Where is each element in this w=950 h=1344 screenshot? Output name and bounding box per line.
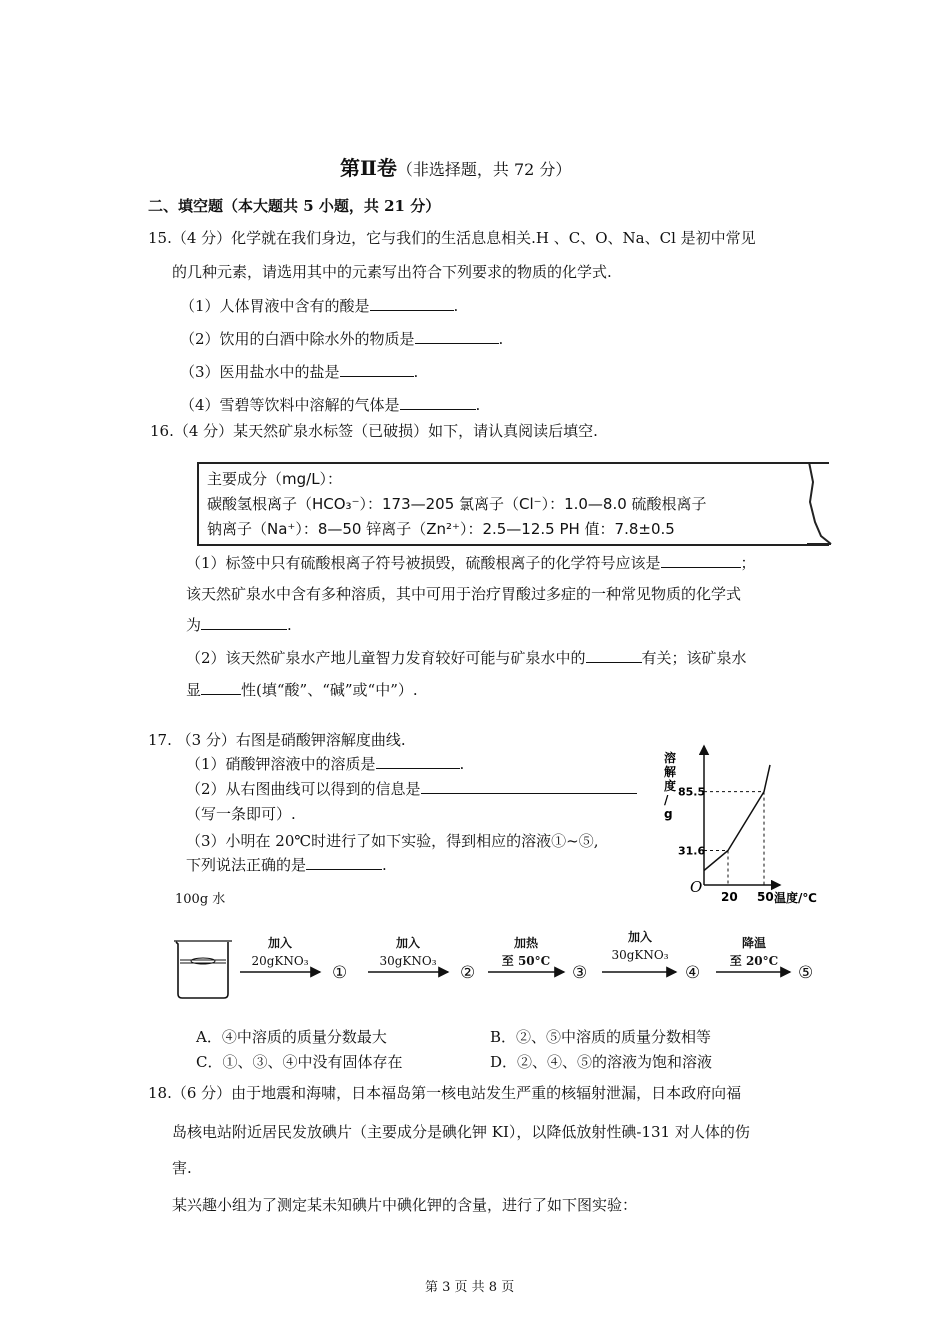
q16-p1c-end: .: [287, 616, 292, 634]
section-title: [340, 152, 571, 181]
q16-answer-blank-1[interactable]: [661, 553, 741, 568]
origin-label: O: [690, 878, 703, 896]
q18-stem-line1: 18.（6 分）由于地震和海啸，日本福岛第一核电站发生严重的核辐射泄漏，日本政府向福: [148, 1084, 742, 1102]
q17-p3b: [186, 855, 387, 875]
q16-p1a-end: ；: [740, 554, 756, 572]
y-label-char-3: 度: [664, 779, 677, 793]
q16-stem: 16.（4 分）某天然矿泉水标签（已破损）如下，请认真阅读后填空.: [150, 422, 598, 440]
q16-p1b: 该天然矿泉水中含有多种溶质，其中可用于治疗胃酸过多症的一种常见物质的化学式: [186, 585, 742, 603]
y-label-char-1: 溶: [664, 751, 677, 765]
y-label-char-4: /: [664, 793, 669, 807]
q17-p3b-end: .: [382, 856, 387, 874]
x-tick-50: 50: [757, 890, 774, 904]
q17-p1-text: （1）硝酸钾溶液中的溶质是: [186, 755, 376, 773]
solution-4: ④: [685, 963, 701, 983]
solution-5: ⑤: [798, 963, 814, 983]
q15-item-1: [180, 296, 458, 316]
water-label-text: 100g 水: [175, 892, 226, 907]
q17-p1: [186, 754, 464, 774]
label-line-3: 钠离子（Na⁺）：8—50 锌离子（Zn²⁺）：2.5—12.5 PH 值：7.8±0.5: [207, 520, 675, 538]
q15-item-2: [180, 329, 503, 349]
q18-stem-line3: 害.: [172, 1159, 192, 1177]
q16-p2a-end: 有关；该矿泉水: [641, 649, 747, 667]
experiment-flow: [170, 930, 830, 1005]
q17-p2b: （写一条即可）.: [186, 805, 296, 823]
water-label: [175, 890, 225, 910]
part-heading: 二、填空题（本大题共 5 小题，共 21 分）: [148, 197, 441, 215]
solution-2: ②: [460, 963, 476, 983]
y-tick-31.6: 31.6: [678, 844, 706, 858]
q17-stem: 17. （3 分）右图是硝酸钾溶解度曲线.: [148, 731, 406, 749]
solution-3: ③: [572, 963, 588, 983]
step5-bottom: 至 20°C: [729, 954, 779, 968]
q16-answer-blank-2[interactable]: [201, 615, 287, 630]
step4-top: 加入: [627, 930, 652, 944]
q17-answer-blank-2[interactable]: [421, 779, 637, 794]
q15-item-3: [180, 362, 418, 382]
q15-answer-blank-3[interactable]: [340, 362, 414, 377]
y-tick-85.5: 85.5: [678, 785, 706, 799]
q16-p1c-text: 为: [186, 616, 202, 634]
y-label-char-2: 解: [664, 765, 677, 779]
q16-p2b: [186, 680, 418, 700]
x-tick-20: 20: [721, 890, 738, 904]
x-axis-label: 温度/℃: [774, 891, 817, 905]
q15-answer-blank-4[interactable]: [400, 395, 476, 410]
q16-p2b-text: 显: [186, 681, 202, 699]
q17-p2-text: （2）从右图曲线可以得到的信息是: [186, 780, 421, 798]
option-c[interactable]: C．①、③、④中没有固体存在: [196, 1053, 403, 1071]
q16-p2a-text: （2）该天然矿泉水产地儿童智力发育较好可能与矿泉水中的: [186, 649, 586, 667]
q15-item-3-end: .: [413, 363, 419, 381]
step2-bottom: 30gKNO₃: [379, 954, 437, 968]
solubility-curve: [704, 765, 770, 871]
q16-p1c: [186, 615, 292, 635]
q15-answer-blank-2[interactable]: [415, 329, 499, 344]
option-a[interactable]: A．④中溶质的质量分数最大: [196, 1028, 387, 1046]
step3-top: 加热: [513, 936, 538, 950]
q15-stem-line1: 15.（4 分）化学就在我们身边，它与我们的生活息息相关.H 、C、O、Na、Cl 是初中常见: [148, 229, 756, 247]
option-b[interactable]: B．②、⑤中溶质的质量分数相等: [490, 1028, 712, 1046]
mineral-water-label: [197, 462, 829, 546]
q15-item-1-end: .: [453, 297, 459, 315]
solution-1: ①: [332, 963, 348, 983]
q15-item-2-end: .: [498, 330, 504, 348]
q15-item-4-end: .: [475, 396, 481, 414]
q16-answer-blank-4[interactable]: [201, 680, 241, 695]
step2-top: 加入: [395, 936, 420, 950]
q16-p1a-text: （1）标签中只有硫酸根离子符号被损毁，硫酸根离子的化学符号应该是: [186, 554, 661, 572]
y-label-char-5: g: [664, 807, 673, 821]
q15-item-2-text: （2）饮用的白酒中除水外的物质是: [180, 330, 415, 348]
q17-p3: （3）小明在 20℃时进行了如下实验，得到相应的溶液①~⑤,: [186, 832, 599, 850]
section-title-main: 第Ⅱ卷: [340, 156, 397, 180]
option-d[interactable]: D．②、④、⑤的溶液为饱和溶液: [490, 1053, 713, 1071]
label-line-2: 碳酸氢根离子（HCO₃⁻）：173—205 氯离子（Cl⁻）：1.0—8.0 硫酸根离子: [207, 495, 707, 513]
q15-item-4-text: （4）雪碧等饮料中溶解的气体是: [180, 396, 400, 414]
q15-item-3-text: （3）医用盐水中的盐是: [180, 363, 340, 381]
step5-top: 降温: [741, 936, 766, 950]
page-footer: 第 3 页 共 8 页: [425, 1280, 515, 1295]
q15-stem-line2: 的几种元素，请选用其中的元素写出符合下列要求的物质的化学式.: [172, 263, 612, 281]
step3-bottom: 至 50°C: [501, 954, 551, 968]
step1-top: 加入: [267, 936, 292, 950]
q17-answer-blank-1[interactable]: [376, 754, 460, 769]
label-line-1: 主要成分（mg/L）：: [207, 470, 343, 488]
q17-p1-end: .: [459, 755, 465, 773]
q15-item-1-text: （1）人体胃液中含有的酸是: [180, 297, 370, 315]
step4-bottom: 30gKNO₃: [611, 948, 669, 962]
solubility-chart: [660, 740, 820, 910]
q17-p2: [186, 779, 637, 799]
q17-p3b-text: 下列说法正确的是: [186, 856, 307, 874]
q15-item-4: [180, 395, 480, 415]
q16-p2a: [186, 648, 747, 668]
q15-answer-blank-1[interactable]: [370, 296, 454, 311]
solubility-chart-svg: [660, 740, 820, 910]
q16-answer-blank-3[interactable]: [586, 648, 642, 663]
step1-bottom: 20gKNO₃: [251, 954, 309, 968]
q16-p2b-end: 性(填“酸”、“碱”或“中”）.: [241, 681, 418, 699]
q18-stem-line4: 某兴趣小组为了测定某未知碘片中碘化钾的含量，进行了如下图实验：: [172, 1196, 638, 1214]
q16-p1a: [186, 553, 756, 573]
torn-edge: [807, 462, 833, 546]
q17-answer-blank-3[interactable]: [306, 855, 382, 870]
q18-stem-line2: 岛核电站附近居民发放碘片（主要成分是碘化钾 KI），以降低放射性碘-131 对人体的伤: [172, 1123, 750, 1141]
beaker-icon: [174, 941, 232, 998]
section-subtitle: （非选择题，共 72 分）: [396, 160, 572, 179]
